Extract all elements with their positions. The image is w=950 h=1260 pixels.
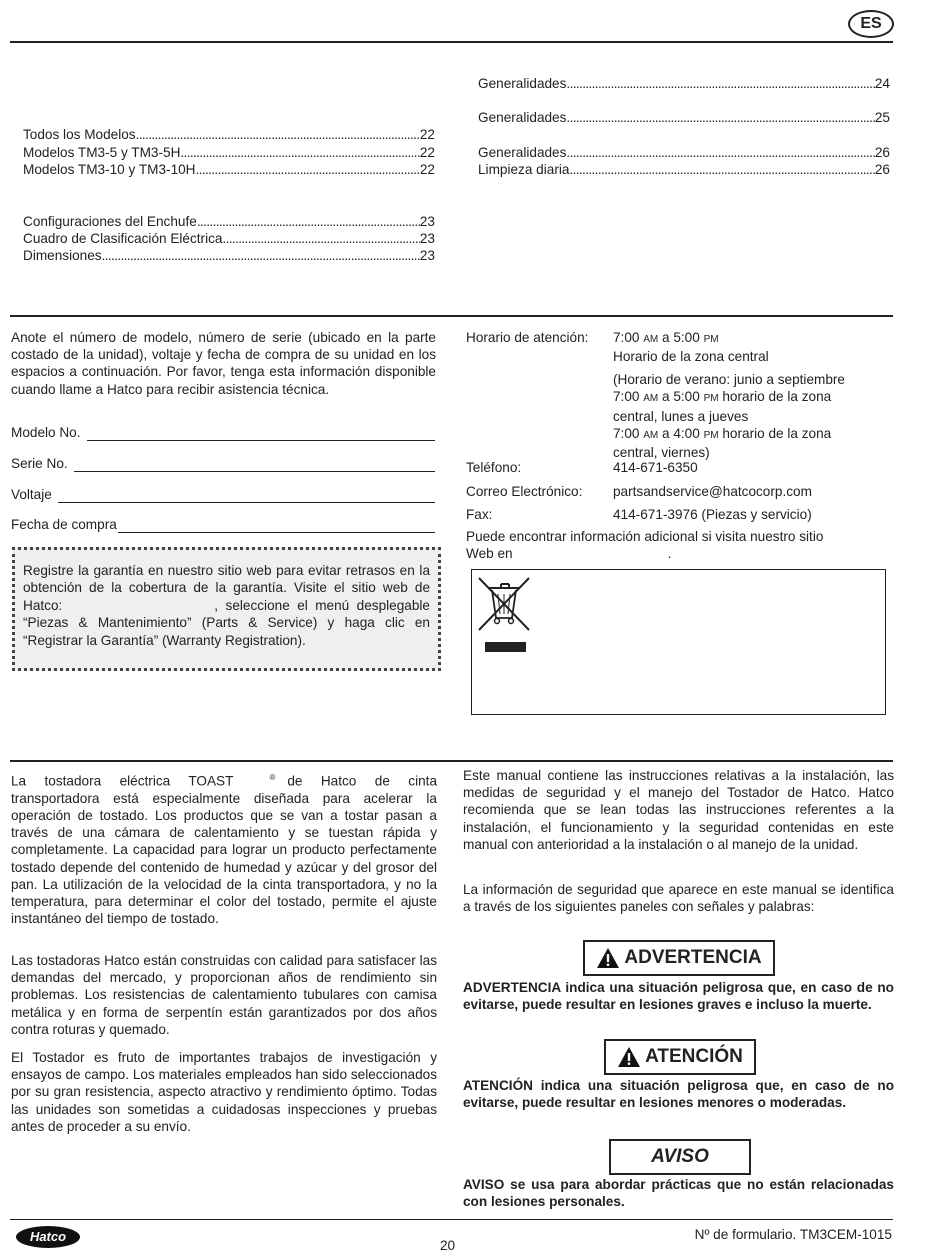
field-label: Voltaje [11,487,52,502]
toc-entry[interactable] [478,144,890,161]
fax-number: 414-671-3976 (Piezas y servicio) [613,507,812,522]
toc-entry[interactable] [23,247,435,264]
notice-signal-panel: AVISO [609,1139,751,1175]
toc-entry[interactable] [478,109,890,126]
voltage-field[interactable] [11,486,435,503]
toc-entry[interactable] [23,144,435,161]
owner-info-intro: Anote el número de modelo, número de serie (ubicado en la parte costado de la unidad), voltaje y fecha de compra de su unidad en los espacios a continuación. Por favor, tenga esta información disponible cuando llame a Hatco para recibir asistencia técnica. [11,330,436,397]
toc-label: Limpieza diaria [478,162,570,177]
phone-number[interactable]: 414-671-6350 [613,460,698,475]
safety-paragraph-1: Este manual contiene las instrucciones relativas a la instalación, las medidas de seguridad y el manejo del Tostador de Hatco. Hatco recomienda que se lean todas las instrucciones referentes a la instalación, el funcionamiento y la seguridad contenidas en este manual con anterioridad a la instalación o al manejo de la unidad. [463,768,894,852]
model-number-field[interactable] [11,424,435,441]
safety-paragraph-2: La información de seguridad que aparece en este manual se identifica a través de los siguientes paneles con señales y palabras: [463,882,894,915]
field-label: Fecha de compra [11,517,117,532]
toc-page: 23 [419,248,435,263]
toc-entry[interactable] [23,230,435,247]
toc-label: Dimensiones [23,248,102,263]
email-link[interactable]: partsandservice@hatcocorp.com [613,484,812,499]
toc-entry[interactable] [23,213,435,230]
toc-label: Todos los Modelos [23,127,136,142]
toc-page: 26 [874,145,890,160]
header-rule [10,41,893,43]
toc-label: Generalidades [478,76,567,91]
phone-label: Teléfono: [466,460,522,475]
section-rule [10,315,893,317]
caution-signal-panel: ATENCIÓN [604,1039,756,1075]
caution-description: ATENCIÓN indica una situación peligrosa que, en caso de no evitarse, puede resultar en lesiones menores o moderadas. [463,1078,894,1111]
footer-rule [10,1219,893,1220]
page-number: 20 [440,1238,456,1253]
toc-page: 23 [419,231,435,246]
toc-label: Generalidades [478,110,567,125]
weee-notice-box [471,569,886,715]
toc-label: Configuraciones del Enchufe [23,214,197,229]
toc-page: 22 [419,145,435,160]
purchase-date-field[interactable] [11,516,435,533]
warning-signal-panel: ADVERTENCIA [583,940,775,976]
email-label: Correo Electrónico: [466,484,583,499]
service-hours: 7:00 AM a 5:00 PM Horario de la zona central (Horario de verano: junio a septiembre 7:00 AM a 5:00 PM horario de la zona central, lunes a jueves 7:00 AM a 4:00 PM horario de la zona central, viernes) [613,330,845,461]
toc-label: Generalidades [478,145,567,160]
hours-label: Horario de atención: [466,330,589,345]
field-label: Serie No. [11,456,68,471]
caution-triangle-icon [617,1046,641,1068]
toc-page: 23 [419,214,435,229]
intro-paragraph-1: La tostadora eléctrica TOAST ® de Hatco de cinta transportadora está especialmente diseñada para acelerar la operación de tostado. Los productos que se van a tostar pasan a través de una cámara de calentamiento y se tuestan rápida y completamente. La capacidad para lograr un producto perfectamente tostado depende del contenido de humedad y azúcar y del grosor del pan. La utilización de la velocidad de la cinta transportadora, y no la temperatura, para determinar el color del tostado, permite el ajuste instantáneo del tiempo de tostado. [11,773,437,927]
toc-label: Cuadro de Clasificación Eléctrica [23,231,223,246]
toc-page: 24 [874,76,890,91]
serial-number-field[interactable] [11,455,435,472]
toc-entry[interactable] [23,161,435,178]
toc-label: Modelos TM3-10 y TM3-10H [23,162,196,177]
warranty-notice: Registre la garantía en nuestro sitio web para evitar retrasos en la obtención de la cobertura de la garantía. Visite el sitio web de Hatco: , seleccione el menú desplegable “Piezas & Mantenimiento” (Parts & Service) y haga clic en “Registrar la Garantía” (Warranty Registration). [12,547,441,671]
toc-page: 22 [419,127,435,142]
website-note: Puede encontrar información adicional si visita nuestro sitio Web en . [466,529,824,561]
toc-page: 22 [419,162,435,177]
toc-entry[interactable] [478,161,890,178]
intro-paragraph-3: El Tostador es fruto de importantes trabajos de investigación y ensayos de campo. Los materiales empleados han sido seleccionados por su gran resistencia, aspecto atractivo y rendimiento óptimo. Todas las unidades son sometidas a cuidadosas inspecciones y pruebas antes de proceder a su envío. [11,1050,437,1134]
intro-paragraph-2: Las tostadoras Hatco están construidas con calidad para satisfacer las demandas del mercado, y proporcionan años de rendimiento sin problemas. Los resistencias de calentamiento tubulares con camisa metálica y en forma de serpentín están garantizados por dos años contra roturas y quemado. [11,953,437,1037]
field-label: Modelo No. [11,425,81,440]
warning-triangle-icon [596,947,620,969]
toc-label: Modelos TM3-5 y TM3-5H [23,145,181,160]
toc-entry[interactable] [478,75,890,92]
form-number: Nº de formulario. TM3CEM-1015 [694,1227,892,1242]
toc-page: 26 [874,162,890,177]
toc-entry[interactable] [23,126,435,143]
warning-description: ADVERTENCIA indica una situación peligrosa que, en caso de no evitarse, puede resultar en lesiones graves e incluso la muerte. [463,980,894,1013]
section-rule [10,760,893,762]
notice-description: AVISO se usa para abordar prácticas que no están relacionadas con lesiones personales. [463,1177,894,1210]
fax-label: Fax: [466,507,493,522]
toc-page: 25 [874,110,890,125]
hatco-logo: Hatco [15,1225,81,1249]
language-badge: ES [848,10,894,38]
crossed-bin-icon [475,574,535,654]
